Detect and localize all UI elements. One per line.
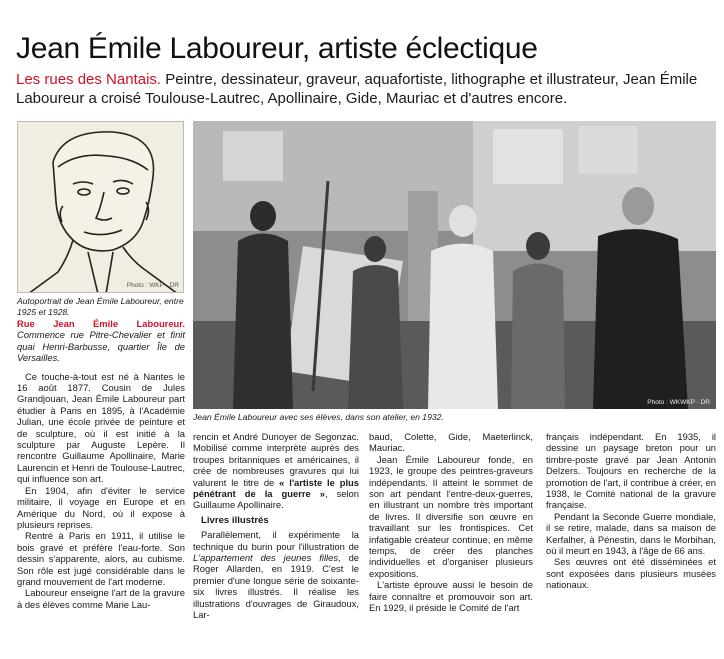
paragraph-text: Parallèlement, il expérimente la technique du burin pour l'illustration de <box>193 529 359 552</box>
body-column-1 <box>17 318 185 610</box>
body-column-4 <box>546 431 716 591</box>
paragraph: Pendant la Seconde Guerre mondiale, il se retire, malade, dans sa maison de Kerfalher, à Pénestin, dans le Morbihan, où il meurt en 1943, à l'âge de 66 ans. <box>546 510 716 557</box>
paragraph: Ce touche-à-tout est né à Nantes le 16 août 1877. Cousin de Jules Grandjouan, Jean Émile Laboureur part étudier à Paris en 1895, à l'Académie Julian, une école privée de peinture et de sculpture, où il est initié à la sculpture par Auguste Lepère. Il rencontre Guillaume Apollinaire, Marie Laurencin et Henri de Toulouse-Lautrec, qui influence son art. <box>17 370 185 485</box>
paragraph-text: rencin et André Dunoyer de Segonzac. Mobilisé comme interprète auprès des troupes britanniques et américaines, il crée de nombreuses gravures qui lui valurent le titre de <box>193 431 359 488</box>
photo-caption: Jean Émile Laboureur avec ses élèves, dans son atelier, en 1932. <box>193 412 444 422</box>
paragraph: français indépendant. En 1935, il dessine un paysage breton pour un timbre-poste gravé par Jean Antonin Delzers. Toujours en recherche de la promotion de l'art, il contribue à créer, en 1938, le Comité national de la gravure française. <box>546 431 716 511</box>
book-title: L'appartement des jeunes filles <box>193 552 339 564</box>
street-name: Rue Jean Émile Laboureur. <box>17 318 185 329</box>
studio-photo <box>193 121 716 409</box>
paragraph: Ses œuvres ont été disséminées et sont exposées dans plusieurs musées nationaux. <box>546 556 716 591</box>
paragraph <box>193 431 359 511</box>
street-desc: Commence rue Pitre-Chevalier et finit quai Henri-Barbusse, quartier Île de Versailles. <box>17 329 185 364</box>
lede-text: Peintre, dessinateur, graveur, aquafortiste, lithographe et illustrateur, Jean Émile Laboureur a croisé Toulouse-Lautrec, Apollinaire, Gide, Mauriac et d'autres encore. <box>16 71 698 107</box>
portrait-credit: Photo : WKP · DR <box>126 282 179 289</box>
body-column-3 <box>369 431 533 614</box>
portrait-caption: Autoportrait de Jean Émile Laboureur, entre 1925 et 1928. <box>17 296 184 317</box>
paragraph: Rentré à Paris en 1911, il utilise le bois gravé et préfère l'eau-forte. Son dessin s'apparente, alors, au cubisme. Son rôle est jugé considérable dans le grand mouvement de l'art moderne. <box>17 530 185 587</box>
subheading: Livres illustrés <box>201 514 269 526</box>
pull-quote: « l'artiste le plus pénétrant de la guerre » <box>193 476 359 500</box>
paragraph: baud, Colette, Gide, Maeterlinck, Mauriac. <box>369 431 533 454</box>
paragraph: Jean Émile Laboureur fonde, en 1923, le groupe des peintres-graveurs indépendants. Il atteint le sommet de son art pendant l'entre-deux-guerres, en illustrant un nombre très important de livres. Il diversifie son œuvre en travaillant sur les frontispices. Cet infatigable créateur continue, en même temps, de créer des planches individuelles et d'organiser plusieurs expositions. <box>369 453 533 579</box>
article-title: Jean Émile Laboureur, artiste éclectique <box>16 32 538 65</box>
photo-credit: Photo : WKWKP · DR <box>647 399 710 406</box>
paragraph-text: , selon Guillaume Apollinaire. <box>193 488 359 511</box>
paragraph: L'artiste éprouve aussi le besoin de faire connaître et promouvoir son art. En 1929, il préside le Comité de l'art <box>369 579 533 614</box>
article-lede <box>16 70 716 108</box>
street-info <box>17 318 185 364</box>
paragraph-text: , de Roger Allarden, en 1919. C'est le premier d'une longue série de soixante-six livres illustrés. Il réalise les illustrations d'ouvrages de Giraudoux, Lar- <box>193 552 360 621</box>
section-kicker: Les rues des Nantais. <box>16 71 162 88</box>
paragraph: Laboureur enseigne l'art de la gravure à des élèves comme Marie Lau- <box>17 587 185 610</box>
self-portrait-image <box>17 121 184 293</box>
body-column-2 <box>193 431 359 621</box>
paragraph <box>193 529 359 620</box>
paragraph: En 1904, afin d'éviter le service militaire, il voyage en Europe et en Amérique du Nord, où il expose à plusieurs reprises. <box>17 484 185 530</box>
